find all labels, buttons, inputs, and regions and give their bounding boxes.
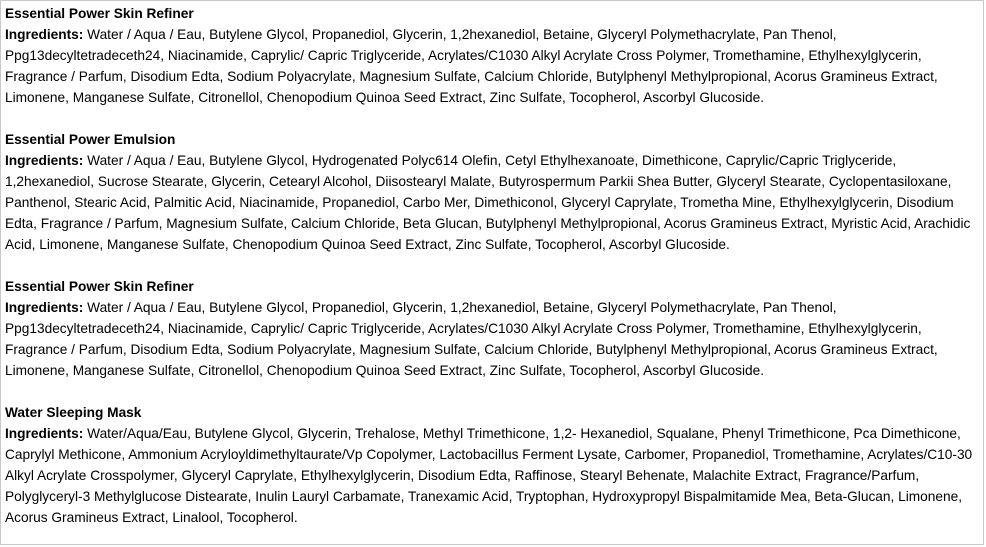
ingredients-list: Water / Aqua / Eau, Butylene Glycol, Propanediol, Glycerin, 1,2hexanediol, Betaine, Glyceryl Polymethacrylate, Pan Thenol, Ppg13decyltetradeceth24, Niacinamide, Caprylic/ Capric Triglyceride, Acrylates/C1030 Alkyl Acrylate Cross Polymer, Tromethamine, Ethylhexylglycerin, Fragrance / Parfum, Disodium Edta, Sodium Polyacrylate, Magnesium Sulfate, Calcium Chloride, Butylphenyl Methylpropional, Acorus Gramineus Extract, Limonene, Manganese Sulfate, Citronellol, Chenopodium Quinoa Seed Extract, Zinc Sulfate, Tocopherol, Ascorbyl Glucoside. [5, 27, 938, 105]
ingredients-paragraph [5, 423, 979, 528]
product-title: Water Sleeping Mask [5, 405, 142, 420]
product-title: Essential Power Emulsion [5, 132, 176, 147]
ingredients-label: Ingredients: [5, 426, 84, 441]
product-block [5, 3, 979, 108]
product-title: Essential Power Skin Refiner [5, 279, 194, 294]
ingredients-paragraph [5, 24, 979, 108]
ingredients-label: Ingredients: [5, 300, 84, 315]
product-block [5, 129, 979, 255]
ingredients-list: Water / Aqua / Eau, Butylene Glycol, Hydrogenated Polyc614 Olefin, Cetyl Ethylhexanoate, Dimethicone, Caprylic/Capric Triglyceride, 1,2hexanediol, Sucrose Stearate, Glycerin, Cetearyl Alcohol, Diisostearyl Malate, Butyrospermum Parkii Shea Butter, Glyceryl Stearate, Cyclopentasiloxane, Panthenol, Stearic Acid, Palmitic Acid, Niacinamide, Propanediol, Carbo Mer, Dimethiconol, Glyceryl Caprylate, Trometha Mine, Ethylhexylglycerin, Disodium Edta, Fragrance / Parfum, Magnesium Sulfate, Calcium Chloride, Beta Glucan, Butylphenyl Methylpropional, Acorus Gramineus Extract, Myristic Acid, Arachidic Acid, Limonene, Manganese Sulfate, Chenopodium Quinoa Seed Extract, Zinc Sulfate, Tocopherol, Ascorbyl Glucoside. [5, 153, 971, 252]
ingredients-label: Ingredients: [5, 153, 84, 168]
ingredients-label: Ingredients: [5, 27, 84, 42]
product-title: Essential Power Skin Refiner [5, 6, 194, 21]
ingredients-paragraph [5, 150, 979, 255]
ingredients-list: Water/Aqua/Eau, Butylene Glycol, Glycerin, Trehalose, Methyl Trimethicone, 1,2- Hexanediol, Squalane, Phenyl Trimethicone, Pca Dimethicone, Caprylyl Methicone, Ammonium Acryloyldimethyltaurate/Vp Copolymer, Lactobacillus Ferment Lysate, Carbomer, Propanediol, Tromethamine, Acrylates/C10-30 Alkyl Acrylate Crosspolymer, Glyceryl Caprylate, Ethylhexylglycerin, Disodium Edta, Raffinose, Stearyl Behenate, Malachite Extract, Fragrance/Parfum, Polyglyceryl-3 Methylglucose Distearate, Inulin Lauryl Carbamate, Tranexamic Acid, Tryptophan, Hydroxypropyl Bispalmitamide Mea, Beta-Glucan, Limonene, Acorus Gramineus Extract, Linalool, Tocopherol. [5, 426, 973, 525]
product-block [5, 276, 979, 381]
ingredients-paragraph [5, 297, 979, 381]
ingredients-list: Water / Aqua / Eau, Butylene Glycol, Propanediol, Glycerin, 1,2hexanediol, Betaine, Glyceryl Polymethacrylate, Pan Thenol, Ppg13decyltetradeceth24, Niacinamide, Caprylic/ Capric Triglyceride, Acrylates/C1030 Alkyl Acrylate Cross Polymer, Tromethamine, Ethylhexylglycerin, Fragrance / Parfum, Disodium Edta, Sodium Polyacrylate, Magnesium Sulfate, Calcium Chloride, Butylphenyl Methylpropional, Acorus Gramineus Extract, Limonene, Manganese Sulfate, Citronellol, Chenopodium Quinoa Seed Extract, Zinc Sulfate, Tocopherol, Ascorbyl Glucoside. [5, 300, 938, 378]
product-block [5, 402, 979, 528]
